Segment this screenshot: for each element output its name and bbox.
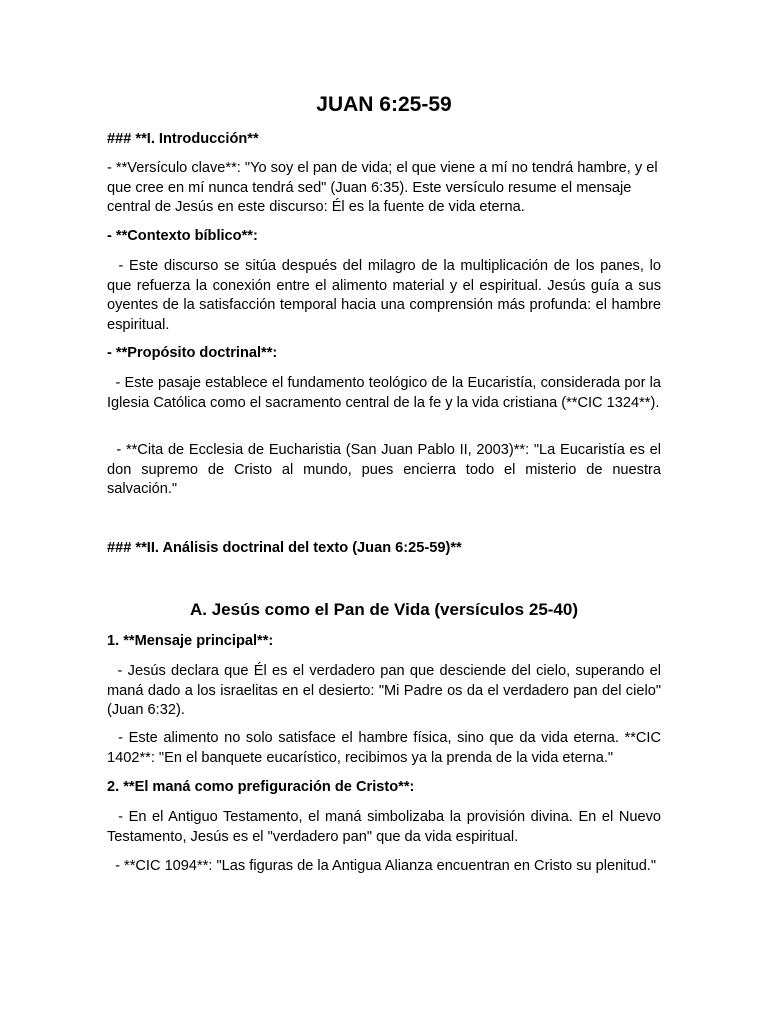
paragraph-contexto-biblico: - Este discurso se sitúa después del milagro de la multiplicación de los panes, lo que refuerza la conexión entre el alimento material y el espiritual. Jesús guía a sus oyentes de la satisfacción temporal hacia una comprensión más profunda: el hambre espiritual. <box>107 258 666 333</box>
paragraph-versiculo-clave: - **Versículo clave**: "Yo soy el pan de vida; el que viene a mí no tendrá hambre, y el que cree en mí nunca tendrá sed" (Juan 6:35). Este versículo resume el mensaje central de Jesús en este discurso: Él es la fuente de vida eterna. <box>107 160 658 215</box>
heading-mana-prefiguracion: 2. **El maná como prefiguración de Cristo**: <box>107 779 415 795</box>
paragraph-mana-2: - **CIC 1094**: "Las figuras de la Antigua Alianza encuentran en Cristo su plenitud." <box>107 858 657 874</box>
heading-contexto-biblico: - **Contexto bíblico**: <box>107 228 258 244</box>
paragraph-cita-ecclesia: - **Cita de Ecclesia de Eucharistia (San Juan Pablo II, 2003)**: "La Eucaristía es el don supremo de Cristo al mundo, pues encierra todo el misterio de nuestra salvación." <box>107 442 666 497</box>
heading-mensaje-principal: 1. **Mensaje principal**: <box>107 633 274 649</box>
section-heading-introduccion: ### **I. Introducción** <box>107 131 259 147</box>
paragraph-mana-1: - En el Antiguo Testamento, el maná simbolizaba la provisión divina. En el Nuevo Testamento, Jesús es el "verdadero pan" que da vida espiritual. <box>107 809 665 845</box>
paragraph-mensaje-principal-1: - Jesús declara que Él es el verdadero pan que desciende del cielo, superando el maná dado a los israelitas en el desierto: "Mi Padre os da el verdadero pan del cielo" (Juan 6:32). <box>107 663 666 718</box>
paragraph-mensaje-principal-2: - Este alimento no solo satisface el hambre física, sino que da vida eterna. **CIC 1402**: "En el banquete eucarístico, recibimos ya la prenda de la vida eterna." <box>107 730 666 766</box>
section-heading-analisis: ### **II. Análisis doctrinal del texto (Juan 6:25-59)** <box>107 540 462 556</box>
heading-proposito-doctrinal: - **Propósito doctrinal**: <box>107 345 278 361</box>
subsection-title-pan-de-vida: A. Jesús como el Pan de Vida (versículos 25-40) <box>189 600 579 619</box>
document-title: JUAN 6:25-59 <box>316 93 452 116</box>
paragraph-proposito-doctrinal: - Este pasaje establece el fundamento teológico de la Eucaristía, considerada por la Iglesia Católica como el sacramento central de la fe y la vida cristiana (**CIC 1324**). <box>107 375 666 411</box>
